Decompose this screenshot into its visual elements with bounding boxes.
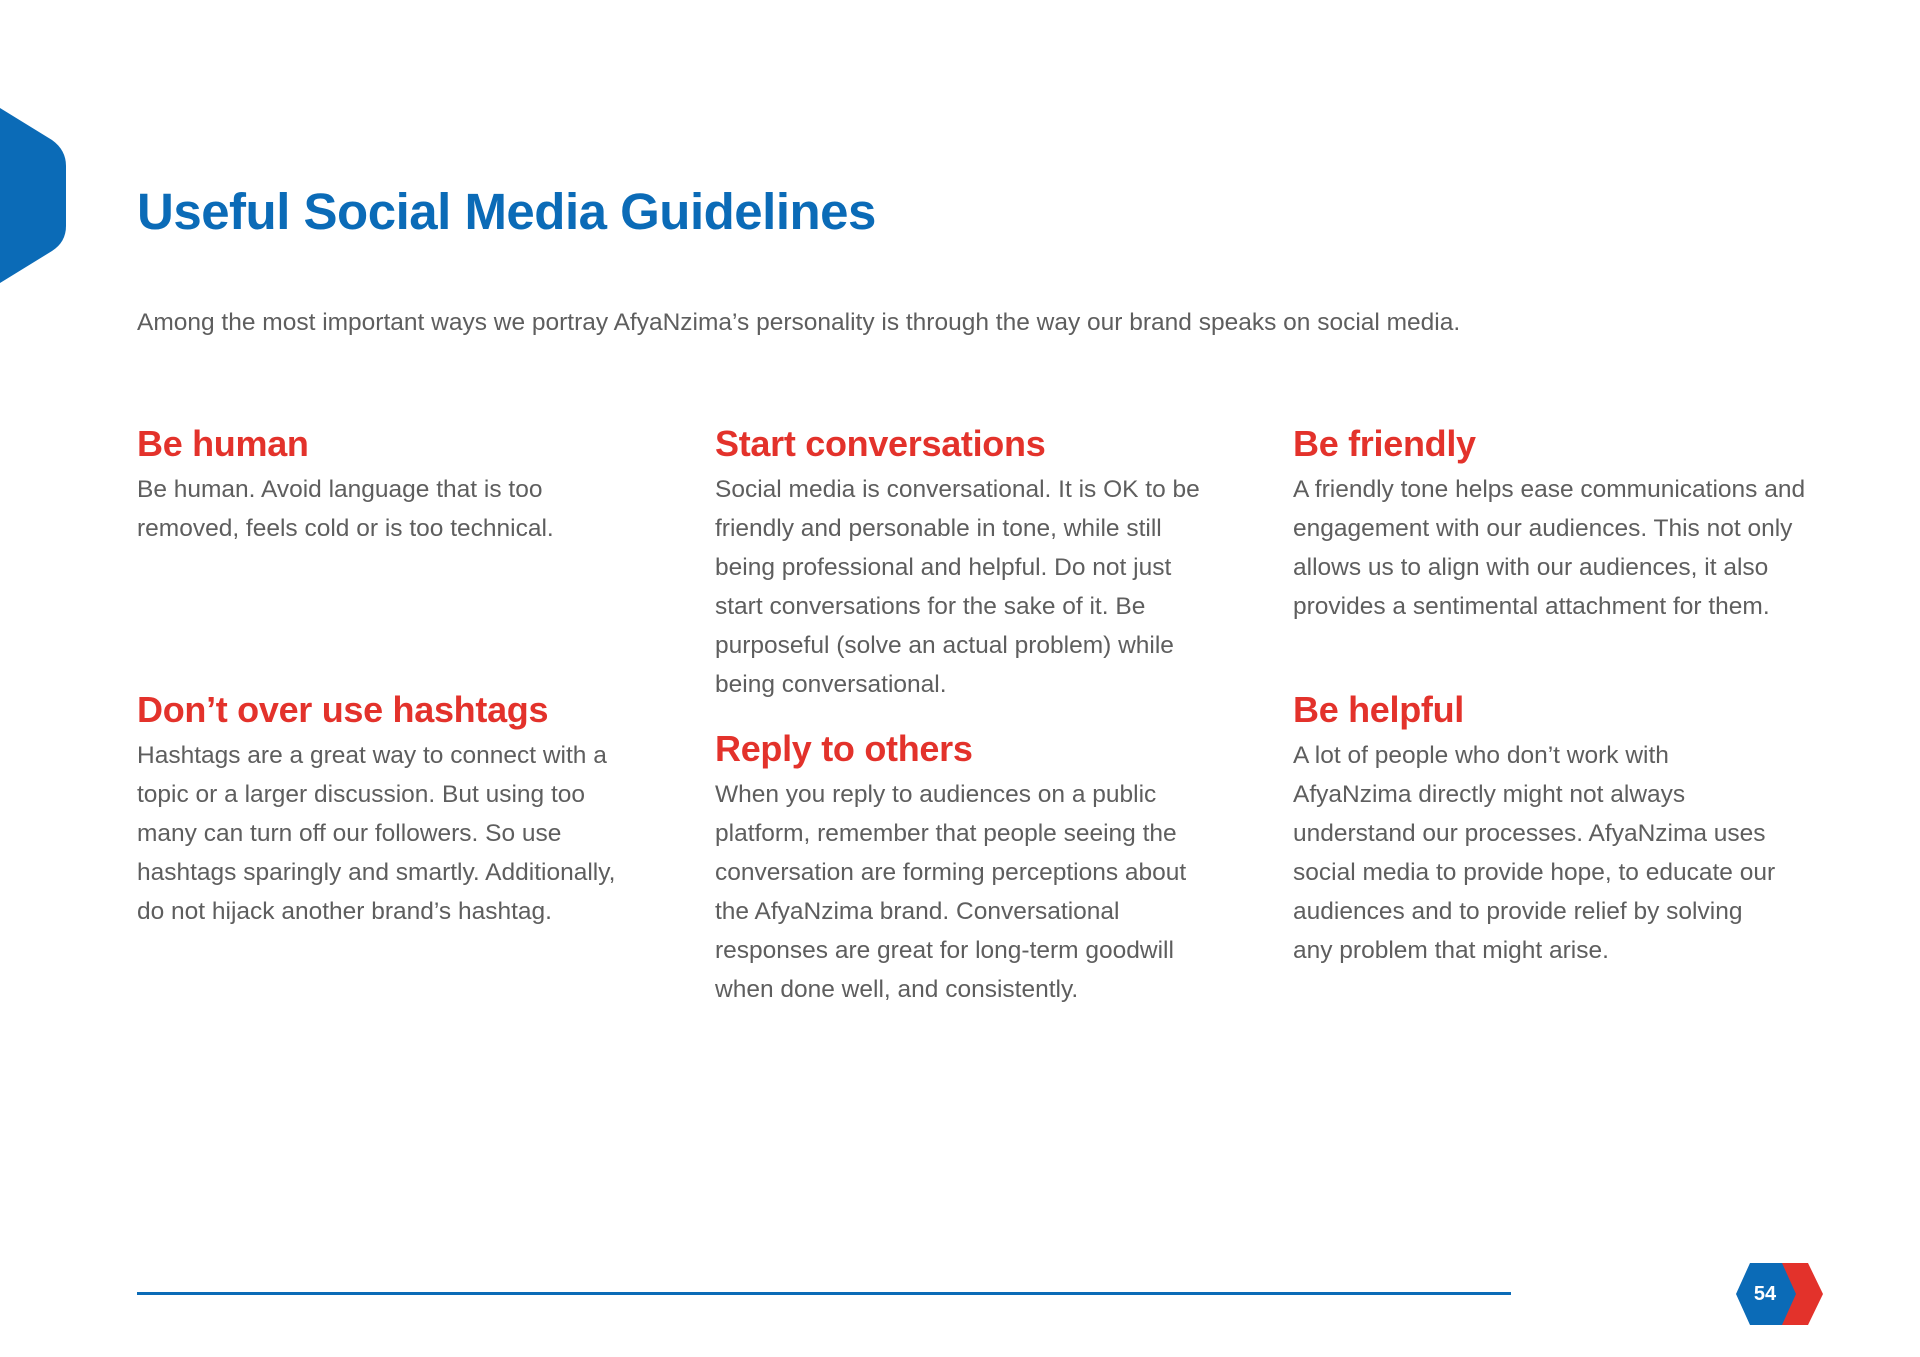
guideline-heading: Be helpful (1293, 689, 1465, 730)
guideline-start-conversations (715, 422, 1225, 704)
guideline-body: Be human. Avoid language that is too removed, feels cold or is too technical. (137, 476, 554, 542)
intro-text: Among the most important ways we portray AfyaNzima’s personality is through the way our brand speaks on social media. (137, 309, 1461, 336)
guideline-heading: Be human (137, 423, 309, 464)
guideline-heading: Don’t over use hashtags (137, 689, 549, 730)
guideline-body: Hashtags are a great way to connect with a topic or a larger discussion. But using too many can turn off our followers. So use hashtags sparingly and smartly. Additionally, do not hijack another brand’s hashtag. (137, 742, 616, 925)
guideline-reply-to-others (715, 727, 1225, 1009)
corner-hexagon-decoration (0, 108, 66, 283)
page-number: 54 (1753, 1283, 1777, 1305)
guideline-heading: Reply to others (715, 728, 973, 769)
guideline-body: A lot of people who don’t work with AfyaNzima directly might not always understand our processes. AfyaNzima uses social media to provide hope, to educate our audiences and to provide relief by solving any problem that might arise. (1293, 742, 1776, 964)
guideline-heading: Start conversations (715, 423, 1046, 464)
guideline-heading: Be friendly (1293, 423, 1476, 464)
guideline-body: Social media is conversational. It is OK to be friendly and personable in tone, while still being professional and helpful. Do not just start conversations for the sake of it. Be purposeful (solve an actual problem) while being conversational. (715, 476, 1200, 698)
guideline-be-friendly (1293, 422, 1806, 626)
page-title: Useful Social Media Guidelines (137, 183, 876, 240)
guideline-hashtags (137, 688, 647, 931)
guideline-be-helpful (1293, 688, 1803, 970)
guideline-be-human (137, 422, 647, 548)
footer-divider (137, 1292, 1511, 1295)
guideline-body: When you reply to audiences on a public platform, remember that people seeing the conversation are forming perceptions about the AfyaNzima brand. Conversational responses are great for long-term goodwill when done well, and consistently. (715, 781, 1187, 1003)
guideline-body: A friendly tone helps ease communications and engagement with our audiences. This not only allows us to align with our audiences, it also provides a sentimental attachment for them. (1293, 476, 1806, 620)
